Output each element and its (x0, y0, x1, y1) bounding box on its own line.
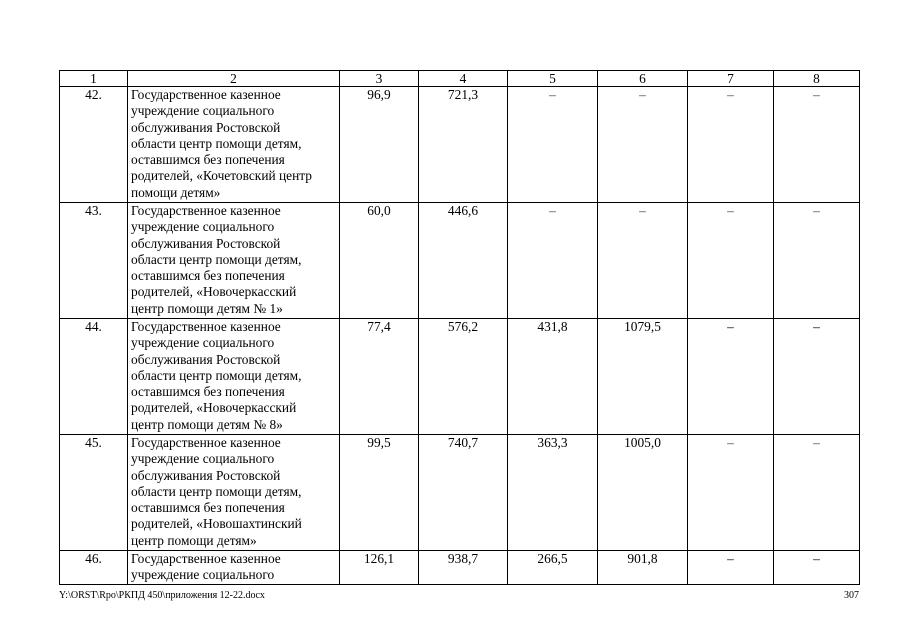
column-number-header-row (60, 71, 860, 87)
name-line: учреждение социального (131, 219, 275, 235)
col5-value: 431,8 (508, 319, 598, 435)
col7-value: – (688, 87, 774, 203)
name-line: родителей, «Новошахтинский (131, 516, 302, 532)
col3-value: 99,5 (340, 435, 419, 551)
header-cell: 3 (340, 71, 419, 87)
table-row (60, 551, 860, 585)
institution-name (128, 551, 340, 585)
header-cell: 7 (688, 71, 774, 87)
col6-value: 1079,5 (598, 319, 688, 435)
col4-value: 576,2 (419, 319, 508, 435)
institution-name (128, 87, 340, 203)
table-row (60, 203, 860, 319)
col5-value: – (508, 203, 598, 319)
col4-value: 446,6 (419, 203, 508, 319)
col6-value: – (598, 87, 688, 203)
name-line: Государственное казенное (131, 435, 281, 450)
name-line: учреждение социального (131, 103, 275, 119)
page-number: 307 (844, 590, 859, 601)
col6-value: 1005,0 (598, 435, 688, 551)
col3-value: 60,0 (340, 203, 419, 319)
name-line: оставшимся без попечения (131, 152, 285, 168)
row-number: 43. (60, 203, 128, 319)
col6-value: – (598, 203, 688, 319)
col3-value: 77,4 (340, 319, 419, 435)
name-line: области центр помощи детям, (131, 483, 302, 499)
col7-value: – (688, 203, 774, 319)
row-number: 45. (60, 435, 128, 551)
name-line: родителей, «Новочеркасский (131, 284, 297, 300)
name-line: Государственное казенное (131, 319, 281, 334)
name-line: центр помощи детям» (131, 532, 257, 548)
table-row (60, 87, 860, 203)
name-line: области центр помощи детям, (131, 135, 302, 151)
col7-value: – (688, 551, 774, 585)
name-line: обслуживания Ростовской (131, 351, 281, 367)
name-line: области центр помощи детям, (131, 251, 302, 267)
name-line: родителей, «Новочеркасский (131, 400, 297, 416)
col5-value: – (508, 87, 598, 203)
name-line: учреждение социального (131, 567, 275, 583)
header-cell: 6 (598, 71, 688, 87)
name-line: учреждение социального (131, 335, 275, 351)
document-table (59, 70, 860, 585)
name-line: обслуживания Ростовской (131, 467, 281, 483)
table-row (60, 319, 860, 435)
col7-value: – (688, 435, 774, 551)
name-line: центр помощи детям № 1» (131, 300, 283, 316)
col4-value: 740,7 (419, 435, 508, 551)
institution-name (128, 319, 340, 435)
col5-value: 363,3 (508, 435, 598, 551)
table-row (60, 435, 860, 551)
row-number: 46. (60, 551, 128, 585)
col8-value: – (774, 551, 860, 585)
header-cell: 2 (128, 71, 340, 87)
col3-value: 96,9 (340, 87, 419, 203)
name-line: оставшимся без попечения (131, 268, 285, 284)
file-path-footer: Y:\ORST\Rpo\РКПД 450\приложения 12-22.docx (59, 590, 265, 601)
name-line: родителей, «Кочетовский центр (131, 168, 312, 184)
col7-value: – (688, 319, 774, 435)
header-cell: 4 (419, 71, 508, 87)
row-number: 42. (60, 87, 128, 203)
col5-value: 266,5 (508, 551, 598, 585)
name-line: учреждение социального (131, 451, 275, 467)
name-line: Государственное казенное (131, 87, 281, 102)
name-line: Государственное казенное (131, 551, 281, 566)
header-cell: 8 (774, 71, 860, 87)
col3-value: 126,1 (340, 551, 419, 585)
name-line: обслуживания Ростовской (131, 235, 281, 251)
col8-value: – (774, 87, 860, 203)
name-line: Государственное казенное (131, 203, 281, 218)
col8-value: – (774, 435, 860, 551)
col8-value: – (774, 319, 860, 435)
name-line: оставшимся без попечения (131, 500, 285, 516)
col4-value: 938,7 (419, 551, 508, 585)
header-cell: 5 (508, 71, 598, 87)
name-line: оставшимся без попечения (131, 384, 285, 400)
header-cell: 1 (60, 71, 128, 87)
row-number: 44. (60, 319, 128, 435)
institution-name (128, 435, 340, 551)
col4-value: 721,3 (419, 87, 508, 203)
name-line: центр помощи детям № 8» (131, 416, 283, 432)
col6-value: 901,8 (598, 551, 688, 585)
institution-name (128, 203, 340, 319)
col8-value: – (774, 203, 860, 319)
name-line: обслуживания Ростовской (131, 119, 281, 135)
name-line: помощи детям» (131, 184, 221, 200)
name-line: области центр помощи детям, (131, 367, 302, 383)
